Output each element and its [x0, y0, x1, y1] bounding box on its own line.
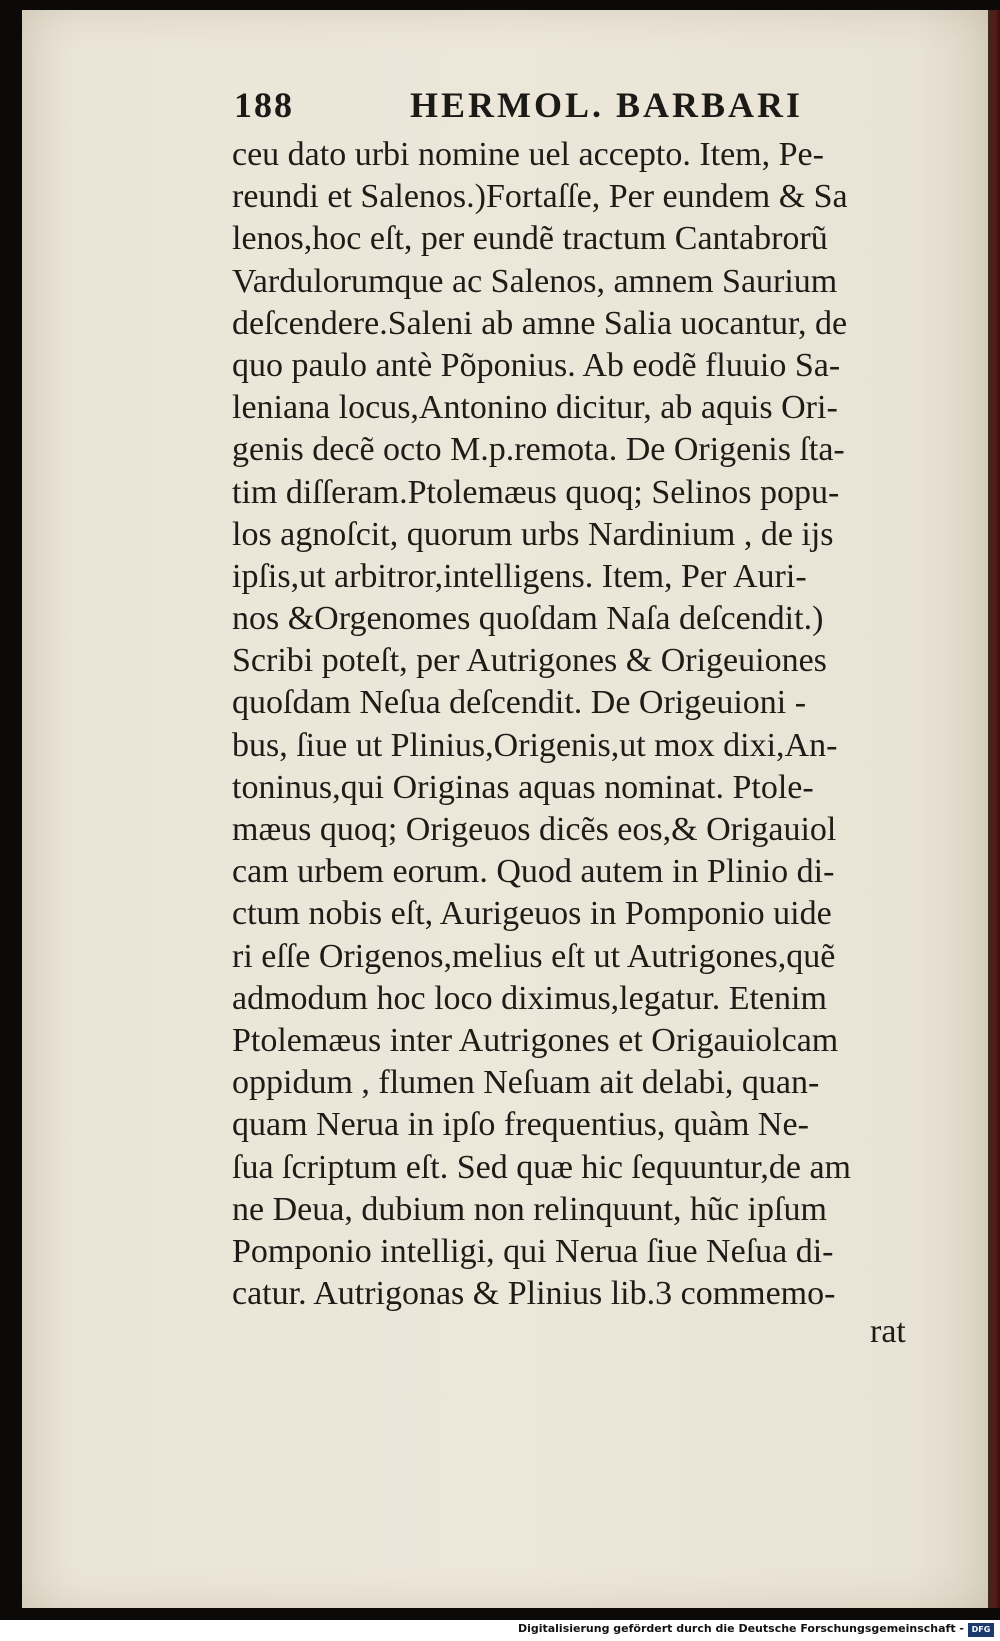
dfg-logo: DFG: [968, 1623, 994, 1637]
catchword: rat: [870, 1313, 906, 1350]
text-line: Scribi poteſt, per Autrigones & Origeuiones: [232, 642, 827, 680]
page-header: [234, 84, 874, 128]
text-line: deſcendere.Saleni ab amne Salia uocantur, de: [232, 304, 848, 342]
text-line: ipſis,ut arbitror,intelligens. Item, Per Auri-: [232, 557, 807, 595]
text-line: quo paulo antè Põponius. Ab eodẽ fluuio Sa-: [232, 346, 841, 384]
text-line: lenos,hoc eſt, per eundẽ tractum Cantabrorũ: [232, 220, 828, 258]
text-line: admodum hoc loco diximus,legatur. Etenim: [232, 979, 827, 1017]
text-line: bus, ſiue ut Plinius,Origenis,ut mox dixi,An-: [232, 726, 838, 764]
text-line: reundi et Salenos.)Fortaſſe, Per eundem & Sa: [232, 178, 848, 216]
text-line: nos &Orgenomes quoſdam Naſa deſcendit.): [232, 600, 824, 638]
text-line: tim diſſeram.Ptolemæus quoq; Selinos popu-: [232, 473, 840, 511]
text-line: quam Nerua in ipſo frequentius, quàm Ne-: [232, 1106, 809, 1144]
text-line: oppidum , flumen Neſuam ait delabi, quan-: [232, 1064, 820, 1102]
text-line: cam urbem eorum. Quod autem in Plinio di-: [232, 853, 835, 891]
text-line: catur. Autrigonas & Plinius lib.3 commemo-: [232, 1275, 836, 1313]
text-line: ſua ſcriptum eſt. Sed quæ hic ſequuntur,de am: [232, 1148, 852, 1186]
text-line: toninus,qui Originas aquas nominat. Ptole-: [232, 768, 814, 806]
binding-edge: [988, 10, 1000, 1608]
footer-credit: Digitalisierung gefördert durch die Deutsche Forschungsgemeinschaft -: [517, 1622, 964, 1635]
text-line: ceu dato urbi nomine uel accepto. Item, Pe-: [232, 136, 824, 173]
text-line: leniana locus,Antonino dicitur, ab aquis Ori-: [232, 389, 838, 427]
text-line: Ptolemæus inter Autrigones et Origauiolcam: [232, 1021, 839, 1059]
running-title: HERMOL. BARBARI: [410, 85, 804, 125]
text-line: ri eſſe Origenos,melius eſt ut Autrigones,quẽ: [232, 937, 836, 975]
text-line: los agnoſcit, quorum urbs Nardinium , de ijs: [232, 515, 834, 553]
text-line: genis decẽ octo M.p.remota. De Origenis ſta-: [232, 431, 845, 469]
text-line: quoſdam Neſua deſcendit. De Origeuioni -: [232, 684, 807, 722]
text-line: ctum nobis eſt, Aurigeuos in Pomponio uide: [232, 895, 832, 933]
body-text: [232, 134, 952, 1315]
text-line: ne Deua, dubium non relinquunt, hũc ipſum: [232, 1190, 827, 1228]
text-line: Vardulorumque ac Salenos, amnem Saurium: [232, 262, 838, 300]
text-line: mæus quoq; Origeuos dicẽs eos,& Origauiol: [232, 811, 837, 848]
text-line: Pomponio intelligi, qui Nerua ſiue Neſua di-: [232, 1232, 834, 1270]
page-number: 188: [234, 85, 294, 125]
